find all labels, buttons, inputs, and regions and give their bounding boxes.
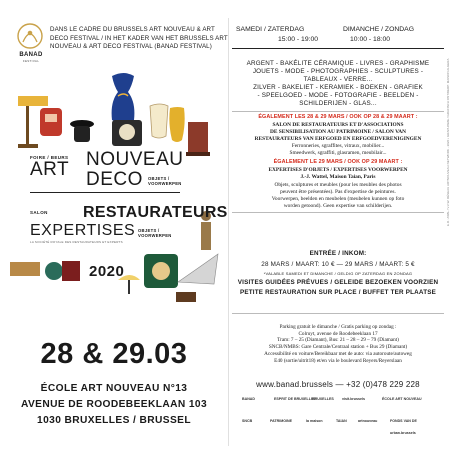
telephone-icon xyxy=(70,120,94,142)
sponsor-logo: PATRIMOINE xyxy=(270,419,293,423)
lower-left-objects-icon xyxy=(10,261,80,281)
objects-label-1: OBJETS / VOORWERPEN xyxy=(148,176,182,187)
categories-fr: ARGENT - BAKÉLITE CÉRAMIQUE - LIVRES - GRAPHISME JOUETS - MODE - PHOTOGRAPHIES - SCULPTURES - TABLEAUX - VERRE... xyxy=(246,60,430,83)
section-divider xyxy=(232,111,444,112)
access-info: Parking gratuit le dimanche / Gratis parking op zondag : Colruyt, avenue de Roodebeeklaan 17 Tram: 7 – 25 (Diamant), Bus: 21 – 28 – 29 – 79 (Diamant) SNCB/NMBS: Gare Centrale/Centraal station + Bus 29 (Diamant) Accessibilité en voiture/Bereikbaar met de auto: via autoroute/autoweg E40 (sortie/uitrit18) et/en via le boulevard Reyers/Reyerslaan xyxy=(264,324,412,364)
objects-label-2: OBJETS / VOORWERPEN xyxy=(138,228,172,239)
venue-line-2: AVENUE DE ROODEBEEKLAAN 103 xyxy=(20,399,208,410)
chair-icon xyxy=(186,122,210,156)
banad-logo-icon xyxy=(16,22,44,50)
fair-label: FOIRE / BEURS xyxy=(30,155,69,160)
sponsor-logos xyxy=(240,395,440,447)
vase-icon xyxy=(112,73,135,123)
guided-visits: VISITES GUIDÉES PRÉVUES / GELEIDE BEZOEKEN VOORZIEN xyxy=(237,279,439,286)
sponsor-logo: artnouveau xyxy=(358,419,378,423)
section-divider-3 xyxy=(232,313,444,314)
sponsor-logo: BRUXELLES xyxy=(312,397,334,401)
also-expertises-text: EXPERTISES D'OBJETS / EXPERTISES VOORWERPEN J.-J. Wattel, Maison Taian, Paris xyxy=(268,167,408,180)
also-restaurateurs-text: SALON DE RESTAURATEURS ET D'ASSOCIATIONS DE SENSIBILISATION AU PATRIMOINE / SALON VAN RESTAURATEURS VAN ERFGOED EN ERFGOEDVERENIGINGEN xyxy=(254,122,422,142)
sunday-label: DIMANCHE / ZONDAG xyxy=(343,26,414,33)
salon-label: SALON xyxy=(30,210,48,215)
intro-text: DANS LE CADRE DU BRUSSELS ART NOUVEAU & ART DECO FESTIVAL / IN HET KADER VAN HET BRUSSELS ART NOUVEAU & ART DECO FESTIVAL (BANAD FESTIVAL) xyxy=(50,26,228,51)
sponsor-logo: ÉCOLE ART NOUVEAU xyxy=(382,397,422,401)
radio-icon xyxy=(40,108,62,136)
green-radio-icon xyxy=(144,254,178,288)
title-restaurateurs: RESTAURATEURS xyxy=(83,204,228,221)
sunday-time: 10:00 - 18:00 xyxy=(350,36,391,43)
society-subtitle: LA SOCIÉTÉ ROYALE DES RESTAURATEURS ET EXPERTS xyxy=(30,240,123,244)
logo-subtitle: FESTIVAL xyxy=(22,59,40,63)
title-art: ART xyxy=(30,159,70,180)
clock-icon xyxy=(112,120,142,146)
categories-nl: ZILVER - BAKELIET - KERAMIEK - BOEKEN - GRAFIEK - SPEELGOED - MODE - FOTOGRAFIE - BEELDEN - SCHILDERIJEN - GLAS... xyxy=(253,84,423,107)
credits-text: E.R.: ASBL / V.Z.W. RÉSEAU ARTNOUVEAU NETWORK - 2020 • GRAPHISME / GRAFISCH ONTWERP: MAISON ALGERA xyxy=(446,58,450,226)
food-info: PETITE RESTAURATION SUR PLACE / BUFFET TER PLAATSE xyxy=(239,289,437,296)
also-expertises-details: Objets, sculptures et meubles (pour les meubles des photos peuvent être présentées). Pas d'expertise de peintures. Voorwerpen, beelden en meubelen (meubelen kunnen op foto worden getoond). Geen expertise van schilderijen. xyxy=(271,182,405,209)
sponsor-logo: visit.brussels xyxy=(342,397,365,401)
sponsor-logo: TAIAN xyxy=(336,419,347,423)
event-year: 2020 xyxy=(89,263,125,280)
gramophone-icon xyxy=(176,254,218,302)
sponsor-logo: ESPRIT DE BRUXELLES xyxy=(274,397,316,401)
also-heading-1: ÉGALEMENT LES 28 & 29 MARS / OOK OP 28 & 29 MAART : xyxy=(258,114,418,120)
title-divider xyxy=(30,192,180,193)
column-divider xyxy=(228,18,229,446)
sponsor-logo: FONDS VAN DE xyxy=(390,419,417,423)
sponsor-logo: BANAD xyxy=(242,397,255,401)
sponsor-logo: la maison xyxy=(306,419,323,423)
title-nouveau: NOUVEAU xyxy=(86,149,184,170)
venue-line-1: ÉCOLE ART NOUVEAU N°13 xyxy=(40,383,188,394)
also-heading-2: ÉGALEMENT LE 29 MARS / OOK OP 29 MAART : xyxy=(273,159,403,165)
yellow-vase-icon xyxy=(169,107,184,142)
entry-heading: ENTRÉE / INKOM: xyxy=(309,250,367,257)
also-restaurateurs-items: Ferronneries, sgraffites, vitraux, mobilier... Smeedwerk, sgraffiti, glasramen, meubilair... xyxy=(289,143,387,156)
sponsor-logo: SNCB xyxy=(242,419,253,423)
sponsor-logo: urban.brussels xyxy=(390,431,416,435)
logo-name: BANAD xyxy=(19,52,43,58)
venue-line-3: 1030 BRUXELLES / BRUSSEL xyxy=(37,415,191,426)
title-deco: DECO xyxy=(86,169,143,190)
title-expertises: EXPERTISES xyxy=(30,222,136,239)
art-objects-illustration xyxy=(0,66,228,336)
contact-line: www.banad.brussels — +32 (0)478 229 228 xyxy=(256,380,420,389)
cream-vase-icon xyxy=(150,104,168,138)
entry-validity: *VALABLE SAMEDI ET DIMANCHE / GELDIG OP ZATERDAG EN ZONDAG xyxy=(263,271,413,276)
section-divider-2 xyxy=(232,212,444,213)
saturday-time: 15:00 - 19:00 xyxy=(278,36,319,43)
entry-prices: 28 MARS / MAART: 10 € — 29 MARS / MAART: 5 € xyxy=(261,261,415,268)
event-dates: 28 & 29.03 xyxy=(40,338,188,370)
saturday-label: SAMEDI / ZATERDAG xyxy=(236,26,305,33)
hours-divider xyxy=(232,48,444,49)
